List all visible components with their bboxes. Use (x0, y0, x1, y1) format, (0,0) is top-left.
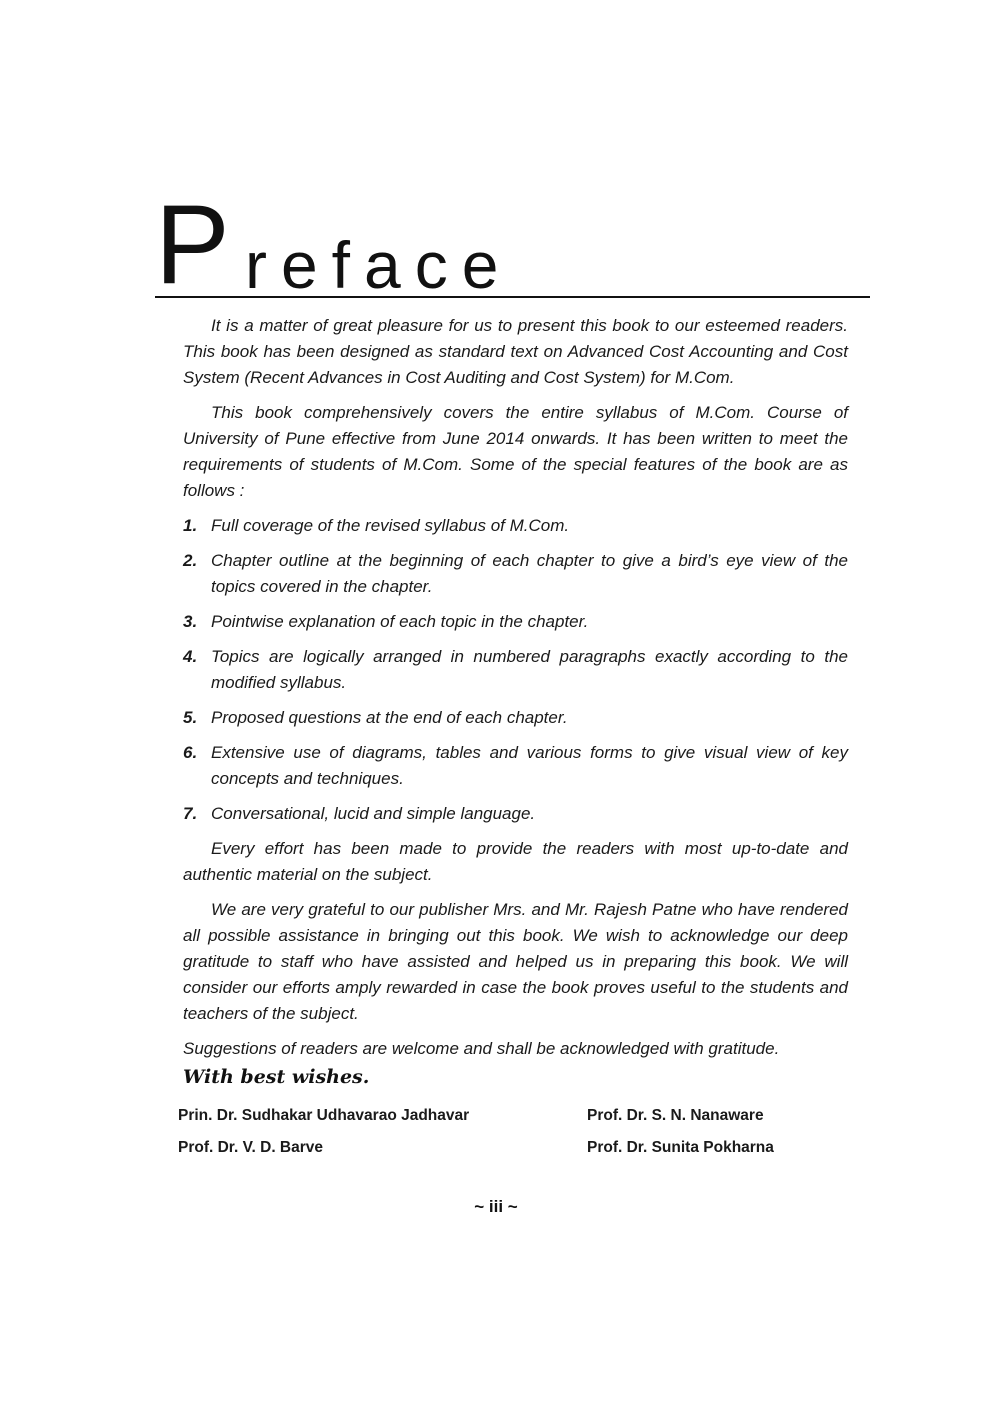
page-number: ~ iii ~ (474, 1197, 518, 1216)
feature-item (183, 644, 848, 696)
feature-item (183, 513, 848, 539)
feature-item (183, 801, 848, 827)
features-list (183, 513, 848, 827)
title-initial-letter: P (155, 182, 230, 307)
page-title (150, 182, 870, 307)
feature-text: Topics are logically arranged in numbered paragraphs exactly according to the modified syllabus. (211, 647, 848, 692)
author-name: Prin. Dr. Sudhakar Udhavarao Jadhavar (178, 1107, 470, 1124)
author-name: Prof. Dr. V. D. Barve (178, 1139, 324, 1156)
feature-text: Full coverage of the revised syllabus of M.Com. (211, 516, 570, 535)
feature-text: Chapter outline at the beginning of each chapter to give a bird’s eye view of the topics covered in the chapter. (211, 551, 848, 596)
author-name: Prof. Dr. Sunita Pokharna (587, 1139, 774, 1156)
intro-paragraph: It is a matter of great pleasure for us to present this book to our esteemed readers. This book has been designed as standard text on Advanced Cost Accounting and Cost System (Recent Advances in Cost Auditing and Cost System) for M.Com. (183, 316, 848, 387)
feature-text: Extensive use of diagrams, tables and various forms to give visual view of key concepts and techniques. (211, 743, 848, 788)
feature-item (183, 705, 848, 731)
feature-number: 1. (183, 516, 198, 535)
outro-paragraph: We are very grateful to our publisher Mrs. and Mr. Rajesh Patne who have rendered all possible assistance in bringing out this book. We wish to acknowledge our deep gratitude to staff who have assisted and helped us in preparing this book. We will consider our efforts amply rewarded in case the book proves useful to the students and teachers of the subject. (183, 900, 848, 1023)
preface-body (183, 313, 848, 1071)
feature-text: Conversational, lucid and simple language. (211, 804, 536, 823)
feature-number: 6. (183, 743, 198, 762)
title-remainder: reface (245, 228, 513, 302)
title-underline (155, 296, 870, 298)
author-name: Prof. Dr. S. N. Nanaware (587, 1107, 764, 1124)
feature-item (183, 740, 848, 792)
suggestion-line: Suggestions of readers are welcome and shall be acknowledged with gratitude. (183, 1039, 780, 1058)
feature-item (183, 609, 848, 635)
feature-number: 2. (183, 551, 198, 570)
feature-number: 3. (183, 612, 198, 631)
outro-paragraph: Every effort has been made to provide the readers with most up-to-date and authentic material on the subject. (183, 839, 848, 884)
intro-paragraph: This book comprehensively covers the entire syllabus of M.Com. Course of University of Pune effective from June 2014 onwards. It has been written to meet the requirements of students of M.Com. Some of the special features of the book are as follows : (183, 403, 848, 500)
feature-number: 7. (183, 804, 198, 823)
author-list (178, 1105, 818, 1159)
feature-text: Proposed questions at the end of each chapter. (211, 708, 568, 727)
feature-number: 4. (183, 647, 198, 666)
feature-item (183, 548, 848, 600)
feature-text: Pointwise explanation of each topic in the chapter. (211, 612, 589, 631)
feature-number: 5. (183, 708, 198, 727)
closing-wishes: With best wishes. (183, 1066, 370, 1088)
